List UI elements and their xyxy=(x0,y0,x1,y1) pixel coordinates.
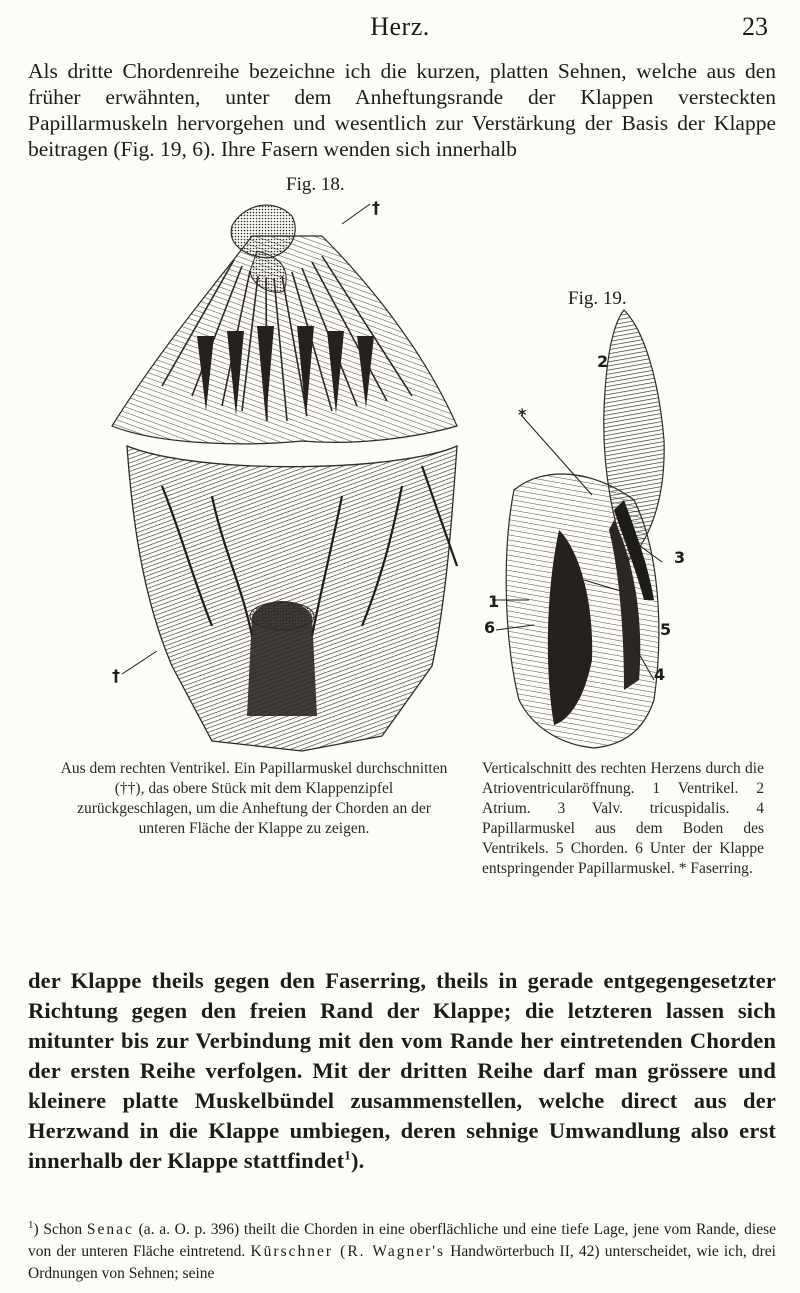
figure-19-label: Fig. 19. xyxy=(568,288,627,309)
page-number: 23 xyxy=(742,12,768,41)
footnote-number: 1 xyxy=(28,1218,34,1231)
running-head-title: Herz. xyxy=(370,12,430,41)
figure-19-mark-5: 5 xyxy=(660,620,672,639)
footnote xyxy=(28,1219,776,1285)
figure-19-mark-2: 2 xyxy=(597,352,609,371)
figure-19-illustration xyxy=(474,300,684,750)
figure-18-caption: Aus dem rechten Ventrikel. Ein Papillarmuskel durchschnitten (††), das obere Stück mit dem Klappenzipfel zurückgeschlagen, um die Anheftung der Chorden an der unteren Fläche der Klappe zu zeigen. xyxy=(60,760,448,837)
figure-19-mark-4: 4 xyxy=(654,665,666,684)
paragraph-bottom xyxy=(28,966,776,1208)
figure-19-mark-star: * xyxy=(518,405,527,424)
figure-19-mark-1: 1 xyxy=(488,592,500,611)
paragraph-top: Als dritte Chordenreihe bezeichne ich die kurzen, platten Sehnen, welche aus den früher erwähnten, unter dem Anheftungsrande der Klappen versteckten Papillarmuskeln hervorgehen und wesentlich zur Verstärkung der Basis der Klappe beitragen (Fig. 19, 6). Ihre Fasern wenden sich innerhalb xyxy=(28,59,776,161)
figure-18-mark-top: † xyxy=(372,198,380,217)
figure-18-illustration xyxy=(102,196,472,752)
figure-19-mark-3: 3 xyxy=(674,548,686,567)
footnote-author-senac: Senac xyxy=(86,1221,134,1238)
paragraph-bottom-text: der Klappe theils gegen den Faserring, theils in gerade entgegengesetzter Richtung gegen den freien Rand der Klappe; die letzteren lassen sich mitunter bis zur Verbindung mit den vom Rande her eintretenden Chorden der ersten Reihe verfolgen. Mit der dritten Reihe darf man grössere und kleinere platte Muskelbündel zusammenstellen, welche direct aus der Herzwand in die Klappe umbiegen, deren sehnige Umwandlung also erst innerhalb der Klappe stattfindet xyxy=(28,968,776,1173)
figure-18-label: Fig. 18. xyxy=(286,174,345,195)
figure-19-caption: Verticalschnitt des rechten Herzens durch die Atrioventricularöffnung. 1 Ventrikel. 2 Atrium. 3 Valv. tricuspidalis. 4 Papillarmuskel aus dem Boden des Ventrikels. 5 Chorden. 6 Unter der Klappe entspringender Papillarmuskel. * Faserring. xyxy=(482,760,764,877)
figure-19-mark-6: 6 xyxy=(484,618,496,637)
footnote-author-kuerschner: Kürschner (R. Wagner's xyxy=(250,1243,446,1260)
footnote-text-1: ) Schon xyxy=(33,1221,87,1238)
running-head xyxy=(0,4,800,44)
footnote-text-3: Handwörterbuch II, 42) unterscheidet, wie ich, drei Ordnungen von Sehnen; seine xyxy=(28,1243,776,1282)
figure-18-mark-bottom: † xyxy=(112,666,120,685)
footnote-text-2: (a. a. O. p. 396) theilt die Chorden in eine oberflächliche und eine tiefe Lage, jene vom Rande, diese von der unteren Fläche eintretend. xyxy=(28,1221,776,1260)
paragraph-bottom-end: ). xyxy=(350,1148,365,1173)
footnote-reference[interactable]: 1 xyxy=(344,1147,351,1163)
